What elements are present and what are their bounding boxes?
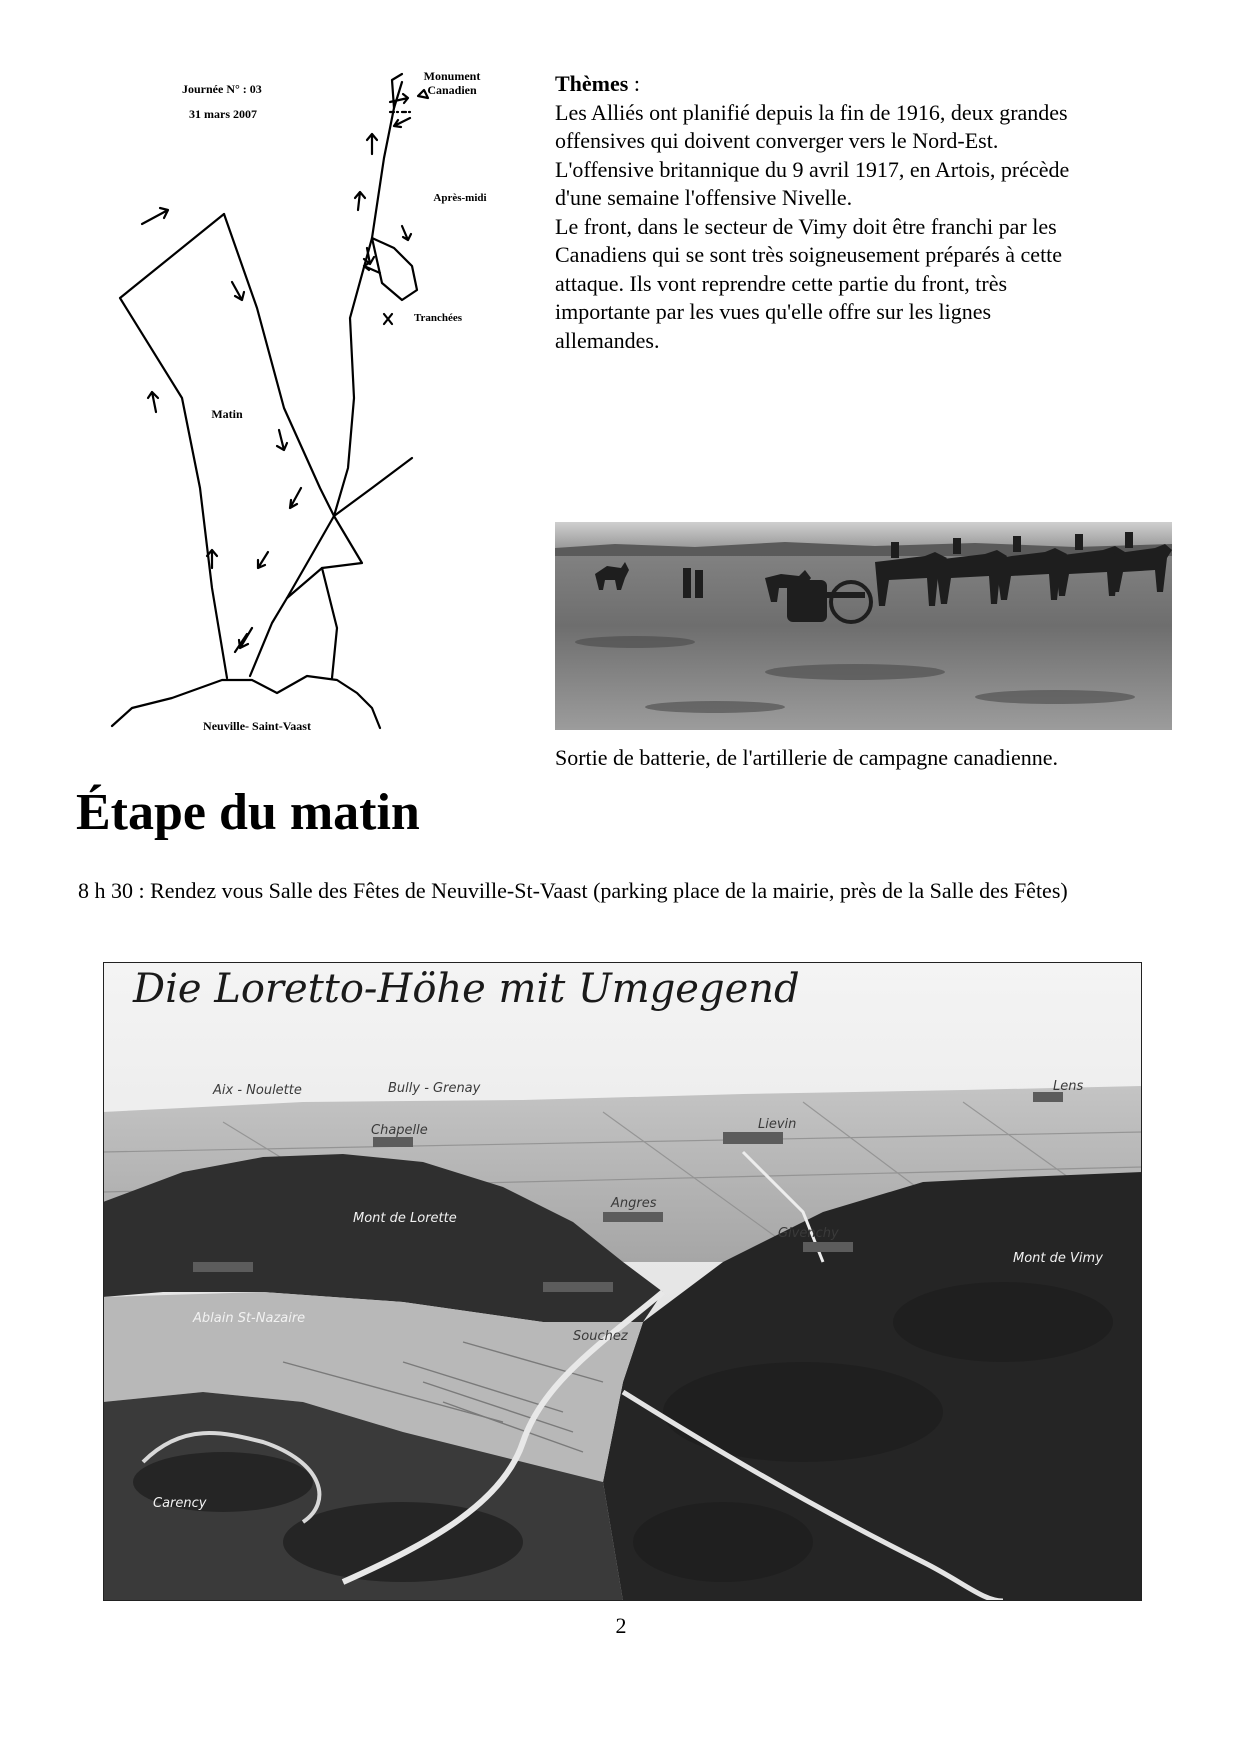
themes-p3-line4: importante par les vues qu'elle offre sur les lignes xyxy=(555,299,992,324)
map-village: Neuville- Saint-Vaast xyxy=(203,719,311,733)
monument-approach xyxy=(392,74,402,108)
themes-p3-line5: allemandes. xyxy=(555,327,660,353)
themes-heading-suffix: : xyxy=(628,71,640,96)
arrow-trench-right xyxy=(402,226,411,240)
map-monument-line2: Canadien xyxy=(427,83,477,97)
morning-loop-right xyxy=(224,214,334,676)
afternoon-path xyxy=(334,82,402,516)
themes-p1-line2: offensives qui doivent converger vers le Nord-Est. xyxy=(555,128,999,153)
map-date: 31 mars 2007 xyxy=(189,107,257,121)
road-crossing xyxy=(287,516,362,598)
morning-loop-left xyxy=(120,214,227,678)
themes-p3-line3: attaque. Ils vont reprendre cette partie du front, très xyxy=(555,270,1008,296)
trench-mark xyxy=(384,314,392,324)
place-mont-de-vimy: Mont de Vimy xyxy=(1013,1251,1103,1266)
themes-block xyxy=(555,70,1172,355)
meeting-point-text: 8 h 30 : Rendez vous Salle des Fêtes de Neuville-St-Vaast (parking place de la mairie, près de la Salle des Fêtes) xyxy=(78,878,1068,903)
themes-p2-line2: d'une semaine l'offensive Nivelle. xyxy=(555,185,853,210)
place-souchez: Souchez xyxy=(573,1329,628,1344)
themes-paragraph-3 xyxy=(555,213,1172,356)
place-carency: Carency xyxy=(153,1496,207,1511)
themes-paragraph-1 xyxy=(555,99,1172,156)
themes-heading: Thèmes xyxy=(555,71,629,96)
section-title: Étape du matin xyxy=(76,784,420,841)
artillery-photo-illustration xyxy=(555,522,1172,730)
place-angres: Angres xyxy=(611,1196,657,1211)
themes-p3-line1: Le front, dans le secteur de Vimy doit être franchi par les xyxy=(555,213,1057,239)
arrow-diag-1 xyxy=(290,488,301,508)
place-lievin: Lievin xyxy=(758,1117,797,1132)
map-monument-line1: Monument xyxy=(423,69,481,83)
route-map xyxy=(72,68,542,748)
themes-p2-line1: L'offensive britannique du 9 avril 1917, en Artois, précède xyxy=(555,156,1070,182)
themes-p1-line1: Les Alliés ont planifié depuis la fin de 1916, deux grandes xyxy=(555,99,1068,125)
map-labels xyxy=(182,69,487,733)
map-journey: Journée N° : 03 xyxy=(182,82,262,96)
place-bully-grenay: Bully - Grenay xyxy=(388,1081,481,1096)
place-ablain: Ablain St-Nazaire xyxy=(193,1311,306,1326)
postcard-illustration xyxy=(103,962,1142,1601)
themes-paragraph-2 xyxy=(555,156,1172,213)
arrow-diag-2 xyxy=(258,552,268,568)
loretto-postcard xyxy=(103,962,1142,1601)
road-east-south xyxy=(322,568,337,678)
trench-loop xyxy=(372,238,417,300)
arrow-up-right-1 xyxy=(355,192,365,210)
arrow-up-left xyxy=(148,392,158,412)
themes-p3-line2: Canadiens qui se sont très soigneusement préparés à cette xyxy=(555,242,1063,267)
arrow-down-1 xyxy=(232,282,244,300)
map-morning: Matin xyxy=(211,407,243,421)
place-chapelle: Chapelle xyxy=(371,1123,428,1138)
arrow-monument-2 xyxy=(394,118,410,127)
road-northeast xyxy=(334,458,412,516)
map-trenches: Tranchées xyxy=(414,312,463,324)
map-afternoon: Après-midi xyxy=(433,192,487,204)
artillery-photo xyxy=(555,522,1172,730)
arrow-diag-3 xyxy=(235,628,252,652)
arrow-up-right-2 xyxy=(367,134,377,154)
page-number: 2 xyxy=(615,1613,627,1638)
place-mont-de-lorette: Mont de Lorette xyxy=(353,1211,457,1226)
place-givenchy: Givenchy xyxy=(778,1226,839,1241)
photo-caption: Sortie de batterie, de l'artillerie de campagne canadienne. xyxy=(555,745,1058,770)
arrow-down-2 xyxy=(277,430,287,450)
place-lens: Lens xyxy=(1053,1079,1084,1094)
place-aix-noulette: Aix - Noulette xyxy=(213,1083,302,1098)
themes-heading-line xyxy=(555,70,1172,99)
postcard-title: Die Loretto-Höhe mit Umgegend xyxy=(133,966,800,1012)
arrow-north-left xyxy=(142,208,168,224)
route-map-drawing xyxy=(72,68,542,748)
